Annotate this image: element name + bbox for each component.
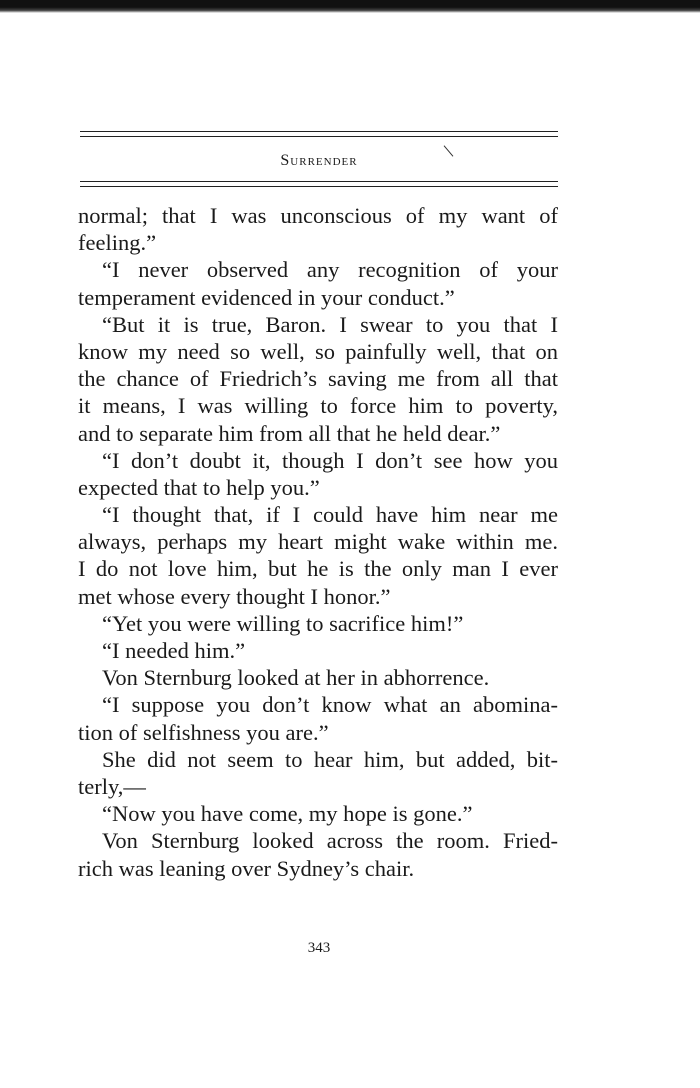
text-line: “I thought that, if I could have him near me [102,502,558,528]
text-line: it means, I was willing to force him to poverty, [78,393,558,419]
text-line: Von Sternburg looked at her in abhorrence. [102,665,490,691]
text-line: expected that to help you.” [78,474,320,500]
text-line: always, perhaps my heart might wake within me. [78,529,558,555]
text-line: Von Sternburg looked across the room. Fried- [102,828,558,854]
text-line: know my need so well, so painfully well, that on [78,338,558,364]
text-line: “I never observed any recognition of your [102,257,558,283]
text-line: and to separate him from all that he held dear.” [78,420,501,446]
text-line: tion of selfishness you are.” [78,719,329,745]
running-head: Surrender [280,152,358,169]
text-line: She did not seem to hear him, but added, bit- [102,746,558,772]
text-line: “But it is true, Baron. I swear to you that I [102,311,558,337]
header-rule-top-2 [80,136,558,137]
text-line: met whose every thought I honor.” [78,583,391,609]
header-rule-bottom-1 [80,181,558,182]
text-line: “Yet you were willing to sacrifice him!” [102,610,464,636]
text-line: the chance of Friedrich’s saving me from all that [78,366,558,392]
page-top-edge [0,0,700,13]
text-line: rich was leaning over Sydney’s chair. [78,855,415,881]
text-line: temperament evidenced in your conduct.” [78,284,455,310]
text-line: “Now you have come, my hope is gone.” [102,801,473,827]
text-line: I do not love him, but he is the only man I ever [78,556,558,582]
header-rule-top-1 [80,131,558,132]
text-line: feeling.” [78,230,157,256]
text-line: normal; that I was unconscious of my want of [78,203,558,228]
text-line: “I suppose you don’t know what an abomina- [102,692,558,718]
text-line: “I don’t doubt it, though I don’t see how you [102,447,558,473]
body-text [78,202,558,882]
header-rule-bottom-2 [80,186,558,187]
text-line: “I needed him.” [102,638,246,663]
text-line: terly,— [78,773,146,799]
page-number: 343 [307,940,331,956]
